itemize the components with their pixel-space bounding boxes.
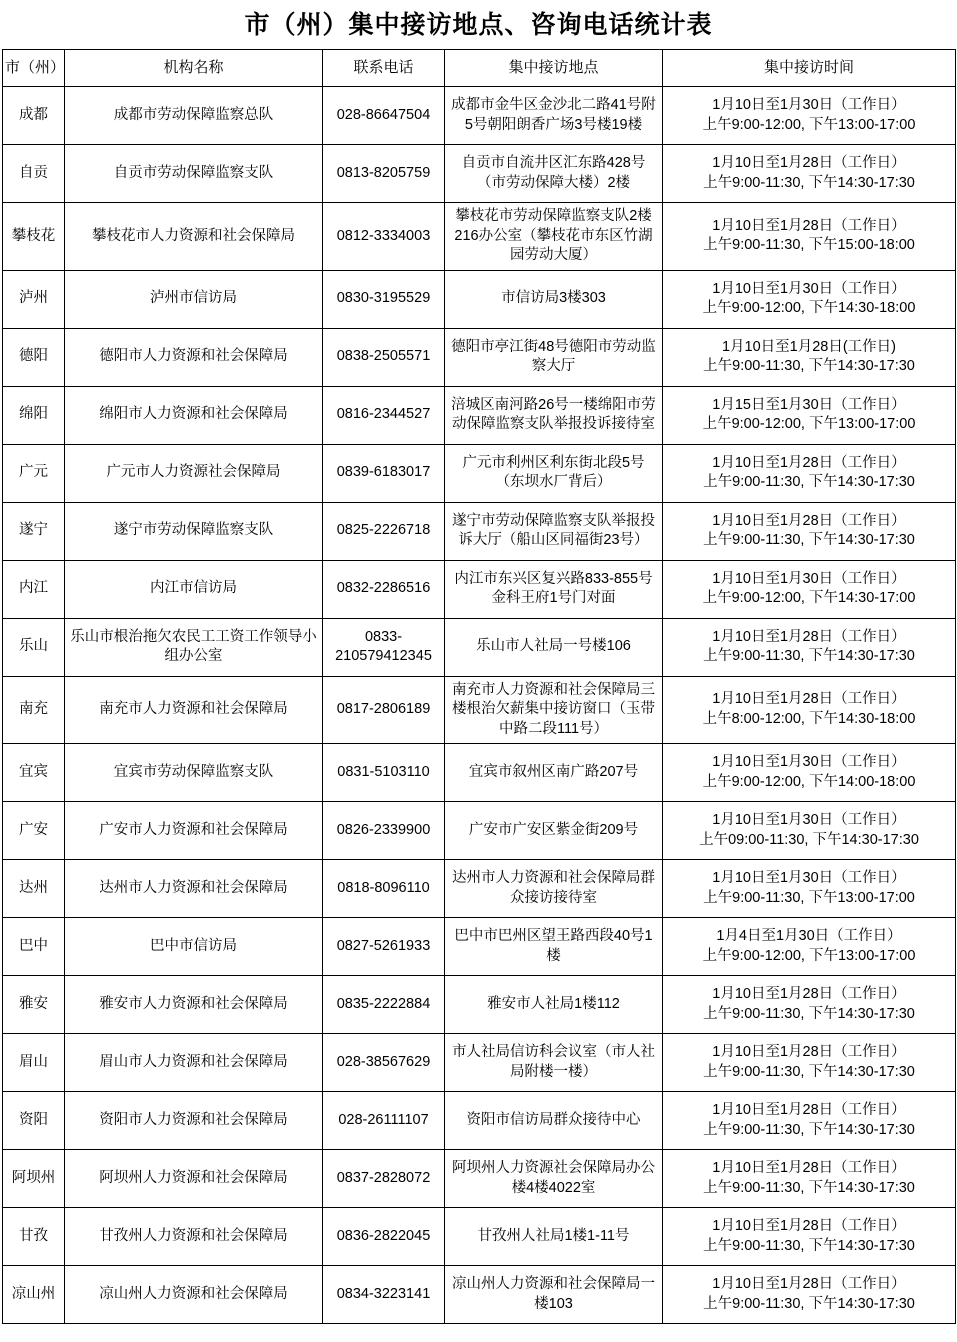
cell-organization: 攀枝花市人力资源和社会保障局: [65, 203, 323, 271]
cell-phone: 0826-2339900: [323, 802, 445, 860]
time-date-range: 1月10日至1月28日（工作日）: [712, 986, 906, 1003]
cell-organization: 泸州市信访局: [65, 270, 323, 328]
time-hours: 上午9:00-11:30, 下午15:00-18:00: [703, 237, 915, 254]
cell-city: 内江: [3, 560, 65, 618]
cell-city: 自贡: [3, 145, 65, 203]
cell-phone: 0818-8096110: [323, 860, 445, 918]
cell-time: [663, 918, 956, 976]
cell-city: 雅安: [3, 976, 65, 1034]
table-row: [3, 860, 956, 918]
time-date-range: 1月4日至1月30日（工作日）: [716, 928, 902, 945]
cell-time: [663, 860, 956, 918]
cell-phone: 0838-2505571: [323, 328, 445, 386]
cell-organization: 绵阳市人力资源和社会保障局: [65, 386, 323, 444]
cell-phone: 0813-8205759: [323, 145, 445, 203]
cell-time: [663, 502, 956, 560]
cell-phone: 0816-2344527: [323, 386, 445, 444]
time-date-range: 1月10日至1月28日(工作日): [721, 338, 897, 355]
time-hours: 上午9:00-11:30, 下午14:30-17:30: [703, 532, 915, 549]
cell-location: 自贡市自流井区汇东路428号（市劳动保障大楼）2楼: [445, 145, 663, 203]
table-body: [3, 87, 956, 1324]
time-hours: 上午9:00-12:00, 下午14:30-17:00: [702, 590, 916, 607]
table-row: [3, 270, 956, 328]
cell-phone: 028-38567629: [323, 1034, 445, 1092]
time-date-range: 1月10日至1月28日（工作日）: [712, 628, 906, 645]
cell-location: 宜宾市叙州区南广路207号: [445, 744, 663, 802]
time-date-range: 1月10日至1月28日（工作日）: [712, 1102, 906, 1119]
cell-organization: 自贡市劳动保障监察支队: [65, 145, 323, 203]
cell-organization: 雅安市人力资源和社会保障局: [65, 976, 323, 1034]
time-date-range: 1月10日至1月30日（工作日）: [712, 870, 906, 887]
cell-time: [663, 444, 956, 502]
cell-location: 市信访局3楼303: [445, 270, 663, 328]
cell-location: 市人社局信访科会议室（市人社局附楼一楼）: [445, 1034, 663, 1092]
cell-location: 成都市金牛区金沙北二路41号附5号朝阳朗香广场3号楼19楼: [445, 87, 663, 145]
table-row: [3, 386, 956, 444]
page-title: 市（州）集中接访地点、咨询电话统计表: [244, 12, 713, 39]
time-hours: 上午9:00-11:30, 下午14:30-17:30: [703, 1005, 915, 1022]
cell-city: 广元: [3, 444, 65, 502]
cell-location: 雅安市人社局1楼112: [445, 976, 663, 1034]
time-hours: 上午9:00-11:30, 下午14:30-17:30: [703, 174, 915, 191]
cell-organization: 内江市信访局: [65, 560, 323, 618]
table-row: [3, 87, 956, 145]
cell-phone: 028-86647504: [323, 87, 445, 145]
table-row: [3, 802, 956, 860]
statistics-table: [2, 49, 956, 1324]
time-hours: 上午9:00-12:00, 下午13:00-17:00: [702, 947, 916, 964]
cell-organization: 资阳市人力资源和社会保障局: [65, 1092, 323, 1150]
cell-time: [663, 976, 956, 1034]
cell-time: [663, 270, 956, 328]
cell-location: 资阳市信访局群众接待中心: [445, 1092, 663, 1150]
table-row: [3, 918, 956, 976]
table-row: [3, 502, 956, 560]
time-date-range: 1月10日至1月28日（工作日）: [712, 454, 906, 471]
time-date-range: 1月10日至1月28日（工作日）: [712, 1044, 906, 1061]
cell-location: 甘孜州人社局1楼1-11号: [445, 1208, 663, 1266]
cell-time: [663, 618, 956, 676]
cell-location: 凉山州人力资源和社会保障局一楼103: [445, 1266, 663, 1324]
cell-city: 成都: [3, 87, 65, 145]
column-header-organization: 机构名称: [65, 50, 323, 87]
cell-organization: 甘孜州人力资源和社会保障局: [65, 1208, 323, 1266]
time-date-range: 1月10日至1月28日（工作日）: [712, 1218, 906, 1235]
cell-location: 内江市东兴区复兴路833-855号金科王府1号门对面: [445, 560, 663, 618]
cell-phone: 0836-2822045: [323, 1208, 445, 1266]
time-date-range: 1月10日至1月28日（工作日）: [712, 1276, 906, 1293]
cell-location: 巴中市巴州区望王路西段40号1楼: [445, 918, 663, 976]
time-date-range: 1月10日至1月28日（工作日）: [712, 691, 906, 708]
cell-time: [663, 1208, 956, 1266]
cell-city: 广安: [3, 802, 65, 860]
time-date-range: 1月10日至1月28日（工作日）: [712, 217, 906, 234]
table-row: [3, 1208, 956, 1266]
table-row: [3, 676, 956, 744]
cell-time: [663, 145, 956, 203]
time-hours: 上午9:00-11:30, 下午13:00-17:00: [703, 889, 915, 906]
time-date-range: 1月10日至1月30日（工作日）: [712, 812, 906, 829]
time-hours: 上午9:00-11:30, 下午14:30-17:30: [703, 648, 915, 665]
cell-time: [663, 1034, 956, 1092]
table-row: [3, 744, 956, 802]
cell-time: [663, 1092, 956, 1150]
time-hours: 上午9:00-11:30, 下午14:30-17:30: [703, 1237, 915, 1254]
cell-location: 阿坝州人力资源社会保障局办公楼4楼4022室: [445, 1150, 663, 1208]
cell-organization: 德阳市人力资源和社会保障局: [65, 328, 323, 386]
cell-organization: 遂宁市劳动保障监察支队: [65, 502, 323, 560]
cell-time: [663, 1150, 956, 1208]
time-hours: 上午9:00-12:00, 下午13:00-17:00: [702, 116, 916, 133]
cell-city: 资阳: [3, 1092, 65, 1150]
cell-location: 南充市人力资源和社会保障局三楼根治欠薪集中接访窗口（玉带中路二段111号）: [445, 676, 663, 744]
cell-city: 乐山: [3, 618, 65, 676]
time-hours: 上午9:00-11:30, 下午14:30-17:30: [703, 1063, 915, 1080]
cell-organization: 乐山市根治拖欠农民工工资工作领导小组办公室: [65, 618, 323, 676]
cell-city: 眉山: [3, 1034, 65, 1092]
cell-city: 德阳: [3, 328, 65, 386]
time-date-range: 1月10日至1月28日（工作日）: [712, 1160, 906, 1177]
column-header-city: 市（州）: [3, 50, 65, 87]
cell-phone: 0830-3195529: [323, 270, 445, 328]
cell-organization: 达州市人力资源和社会保障局: [65, 860, 323, 918]
time-date-range: 1月10日至1月30日（工作日）: [712, 280, 906, 297]
time-date-range: 1月10日至1月30日（工作日）: [712, 96, 906, 113]
cell-city: 宜宾: [3, 744, 65, 802]
cell-city: 遂宁: [3, 502, 65, 560]
cell-organization: 成都市劳动保障监察总队: [65, 87, 323, 145]
cell-phone: 0825-2226718: [323, 502, 445, 560]
cell-phone: 0812-3334003: [323, 203, 445, 271]
table-row: [3, 145, 956, 203]
cell-time: [663, 328, 956, 386]
cell-location: 乐山市人社局一号楼106: [445, 618, 663, 676]
cell-time: [663, 87, 956, 145]
cell-organization: 南充市人力资源和社会保障局: [65, 676, 323, 744]
cell-city: 泸州: [3, 270, 65, 328]
header-row: [3, 50, 956, 87]
cell-city: 达州: [3, 860, 65, 918]
cell-phone: 0827-5261933: [323, 918, 445, 976]
column-header-phone: 联系电话: [323, 50, 445, 87]
cell-location: 广元市利州区利东街北段5号（东坝水厂背后）: [445, 444, 663, 502]
table-row: [3, 976, 956, 1034]
cell-location: 广安市广安区紫金街209号: [445, 802, 663, 860]
time-date-range: 1月10日至1月30日（工作日）: [712, 754, 906, 771]
table-row: [3, 1034, 956, 1092]
time-hours: 上午9:00-12:00, 下午14:00-18:00: [702, 773, 916, 790]
time-hours: 上午09:00-11:30, 下午14:30-17:30: [699, 831, 919, 848]
cell-organization: 凉山州人力资源和社会保障局: [65, 1266, 323, 1324]
cell-organization: 巴中市信访局: [65, 918, 323, 976]
cell-city: 南充: [3, 676, 65, 744]
cell-organization: 眉山市人力资源和社会保障局: [65, 1034, 323, 1092]
cell-location: 攀枝花市劳动保障监察支队2楼216办公室（攀枝花市东区竹湖园劳动大厦）: [445, 203, 663, 271]
cell-city: 巴中: [3, 918, 65, 976]
table-header: [3, 50, 956, 87]
time-hours: 上午8:00-12:00, 下午14:30-18:00: [702, 711, 916, 728]
cell-location: 遂宁市劳动保障监察支队举报投诉大厅（船山区同福街23号）: [445, 502, 663, 560]
time-hours: 上午9:00-12:00, 下午14:30-18:00: [702, 300, 916, 317]
table-row: [3, 1266, 956, 1324]
cell-location: 德阳市亭江街48号德阳市劳动监察大厅: [445, 328, 663, 386]
time-date-range: 1月10日至1月28日（工作日）: [712, 512, 906, 529]
table-row: [3, 328, 956, 386]
table-row: [3, 618, 956, 676]
column-header-time: 集中接访时间: [663, 50, 956, 87]
table-row: [3, 1092, 956, 1150]
cell-location: 涪城区南河路26号一楼绵阳市劳动保障监察支队举报投诉接待室: [445, 386, 663, 444]
cell-phone: 0837-2828072: [323, 1150, 445, 1208]
table-row: [3, 1150, 956, 1208]
table-row: [3, 560, 956, 618]
cell-time: [663, 802, 956, 860]
cell-organization: 广元市人力资源社会保障局: [65, 444, 323, 502]
table-row: [3, 203, 956, 271]
time-hours: 上午9:00-12:00, 下午13:00-17:00: [702, 416, 916, 433]
time-hours: 上午9:00-11:30, 下午14:30-17:30: [703, 474, 915, 491]
cell-phone: 0834-3223141: [323, 1266, 445, 1324]
table-row: [3, 444, 956, 502]
cell-location: 达州市人力资源和社会保障局群众接访接待室: [445, 860, 663, 918]
time-hours: 上午9:00-11:30, 下午14:30-17:30: [703, 1121, 915, 1138]
time-hours: 上午9:00-11:30, 下午14:30-17:30: [703, 1295, 915, 1312]
cell-phone: 0839-6183017: [323, 444, 445, 502]
cell-phone: 0832-2286516: [323, 560, 445, 618]
column-header-location: 集中接访地点: [445, 50, 663, 87]
cell-time: [663, 744, 956, 802]
cell-city: 绵阳: [3, 386, 65, 444]
cell-phone: 0831-5103110: [323, 744, 445, 802]
cell-city: 甘孜: [3, 1208, 65, 1266]
cell-phone: 0817-2806189: [323, 676, 445, 744]
cell-phone: 0835-2222884: [323, 976, 445, 1034]
time-hours: 上午9:00-11:30, 下午14:30-17:30: [703, 358, 915, 375]
cell-phone: 0833-210579412345: [323, 618, 445, 676]
cell-time: [663, 203, 956, 271]
cell-city: 凉山州: [3, 1266, 65, 1324]
time-date-range: 1月10日至1月30日（工作日）: [712, 570, 906, 587]
cell-time: [663, 386, 956, 444]
time-date-range: 1月10日至1月28日（工作日）: [712, 154, 906, 171]
time-date-range: 1月15日至1月30日（工作日）: [712, 396, 906, 413]
cell-time: [663, 676, 956, 744]
cell-phone: 028-26111107: [323, 1092, 445, 1150]
cell-organization: 阿坝州人力资源和社会保障局: [65, 1150, 323, 1208]
cell-organization: 宜宾市劳动保障监察支队: [65, 744, 323, 802]
time-hours: 上午9:00-11:30, 下午14:30-17:30: [703, 1179, 915, 1196]
cell-time: [663, 560, 956, 618]
cell-time: [663, 1266, 956, 1324]
cell-city: 阿坝州: [3, 1150, 65, 1208]
cell-city: 攀枝花: [3, 203, 65, 271]
cell-organization: 广安市人力资源和社会保障局: [65, 802, 323, 860]
